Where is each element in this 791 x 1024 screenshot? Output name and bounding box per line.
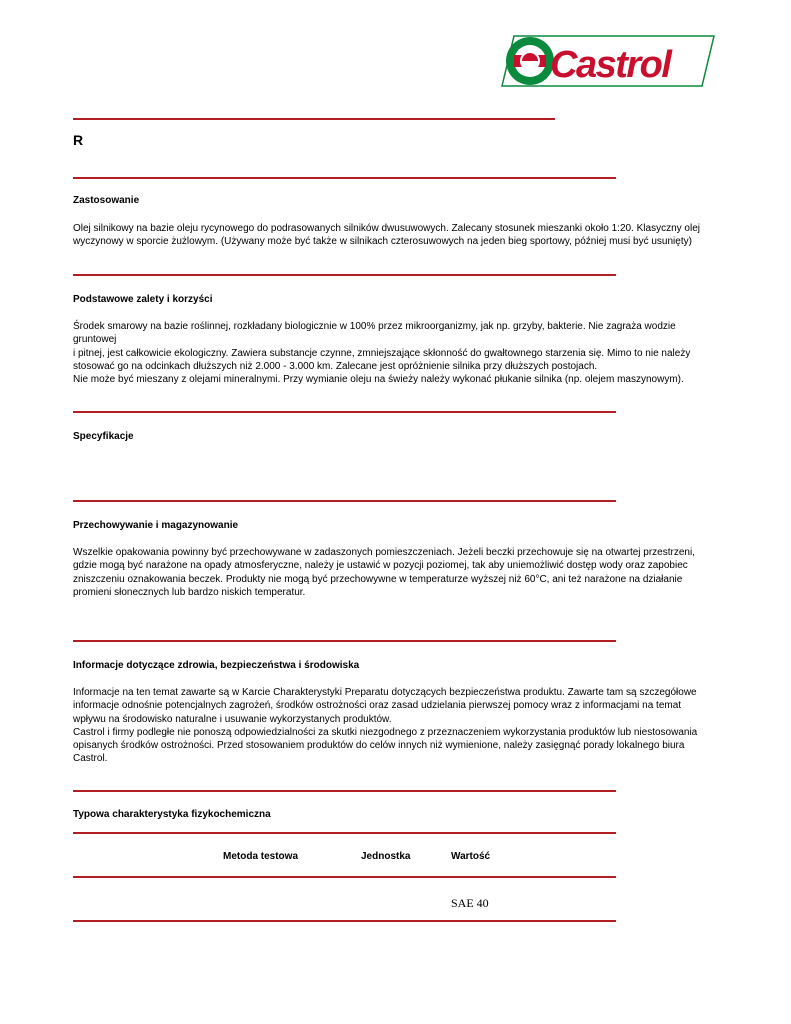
section-heading-typowa: Typowa charakterystyka fizykochemiczna — [73, 809, 271, 820]
section-text-zastosowanie — [73, 222, 723, 249]
text-line: gdzie mogą być narażone na opady atmosferyczne, należy je ustawić w pozycji poziomej, tak aby uniemożliwić dostęp wody oraz zapobiec — [73, 560, 688, 572]
text-line: Środek smarowy na bazie roślinnej, rozkładany biologicznie w 100% przez mikroorganizmy, jak np. grzyby, bakterie. Nie zagraża wodzie — [73, 321, 676, 332]
table-cell-value: SAE 40 — [451, 896, 489, 910]
table-rule — [73, 920, 616, 922]
table-header-metoda: Metoda testowa — [223, 851, 299, 862]
text-line: promieni słonecznych lub bardzo niskich temperatur. — [73, 586, 306, 598]
text-line: Informacje na ten temat zawarte są w Karcie Charakterystyki Preparatu dotyczących bezpieczeństwa produktu. Zawarte tam są szczegółowe — [73, 687, 697, 698]
section-text-zalety — [73, 320, 723, 386]
section-rule — [73, 177, 616, 179]
section-heading-zalety: Podstawowe zalety i korzyści — [73, 294, 213, 305]
text-line: Castrol i firmy podległe nie ponoszą odpowiedzialności za skutki niezgodnego z przeznaczeniem wykorzystania produktów lub niestosowania — [73, 726, 698, 738]
text-line: zniszczeniu oznakowania beczek. Produkty nie mogą być przechowywne w temperaturze wyższej niż 60°C, ani też narażone na działanie — [73, 573, 683, 585]
section-rule — [73, 411, 616, 413]
table-header-wartosc: Wartość — [451, 851, 491, 862]
text-line: Castrol. — [73, 753, 108, 765]
header-rule — [73, 118, 555, 120]
section-rule — [73, 500, 616, 502]
table-header-jednostka: Jednostka — [361, 851, 411, 862]
section-text-bezpieczenstwo — [73, 686, 723, 766]
castrol-logo — [500, 33, 716, 89]
section-rule — [73, 274, 616, 276]
text-line: gruntowej — [73, 334, 117, 346]
text-line: Olej silnikowy na bazie oleju rycynowego do podrasowanych silników dwusuwowych. Zalecany stosunek mieszanki około 1:20. Klasyczny olej — [73, 223, 700, 234]
section-rule — [73, 640, 616, 642]
section-heading-specyfikacje: Specyfikacje — [73, 431, 134, 442]
text-line: Nie może być mieszany z olejami mineralnymi. Przy wymianie oleju na świeży należy wykonać płukanie silnika (np. olejem maszynowym). — [73, 374, 684, 386]
table-rule — [73, 876, 616, 878]
text-line: informacje odnośnie potencjalnych zagrożeń, środków ostrożności oraz zasad udzielania pierwszej pomocy wraz z informacjami na temat — [73, 700, 682, 712]
text-line: i pitnej, jest całkowicie ekologiczny. Zawiera substancje czynne, zmniejszające skłonność do gwałtownego starzenia się. Mimo to nie należy — [73, 347, 691, 359]
text-line: stosować go na odcinkach dłuższych niż 2.000 - 3.000 km. Zalecane jest opróżnienie silnika przy dłuższych postojach. — [73, 360, 598, 372]
table-rule — [73, 832, 616, 834]
svg-text:Castrol — [550, 44, 673, 86]
logo-wordmark: Castrol — [550, 44, 671, 86]
section-heading-zastosowanie: Zastosowanie — [73, 195, 140, 206]
section-text-przechowywanie — [73, 546, 723, 599]
text-line: wyczynowy w sporcie żużlowym. (Używany może być także w silnikach czterosuwowych na jeden bieg sportowy, później musi być usunięty) — [73, 236, 692, 248]
section-rule — [73, 790, 616, 792]
text-line: opisanych środków ostrożności. Przed stosowaniem produktów do celów innych niż wymienione, należy zasięgnąć porady lokalnego biura — [73, 740, 685, 752]
section-heading-bezpieczenstwo: Informacje dotyczące zdrowia, bezpieczeństwa i środowiska — [73, 660, 360, 671]
product-title: R — [73, 132, 84, 148]
section-heading-przechowywanie: Przechowywanie i magazynowanie — [73, 520, 239, 531]
text-line: Wszelkie opakowania powinny być przechowywane w zadaszonych pomieszczeniach. Jeżeli beczki przechowuje się na otwartej przestrzeni, — [73, 547, 695, 558]
text-line: wpływu na środowisko naturalne i usuwanie wykorzystanych produktów. — [73, 713, 392, 725]
